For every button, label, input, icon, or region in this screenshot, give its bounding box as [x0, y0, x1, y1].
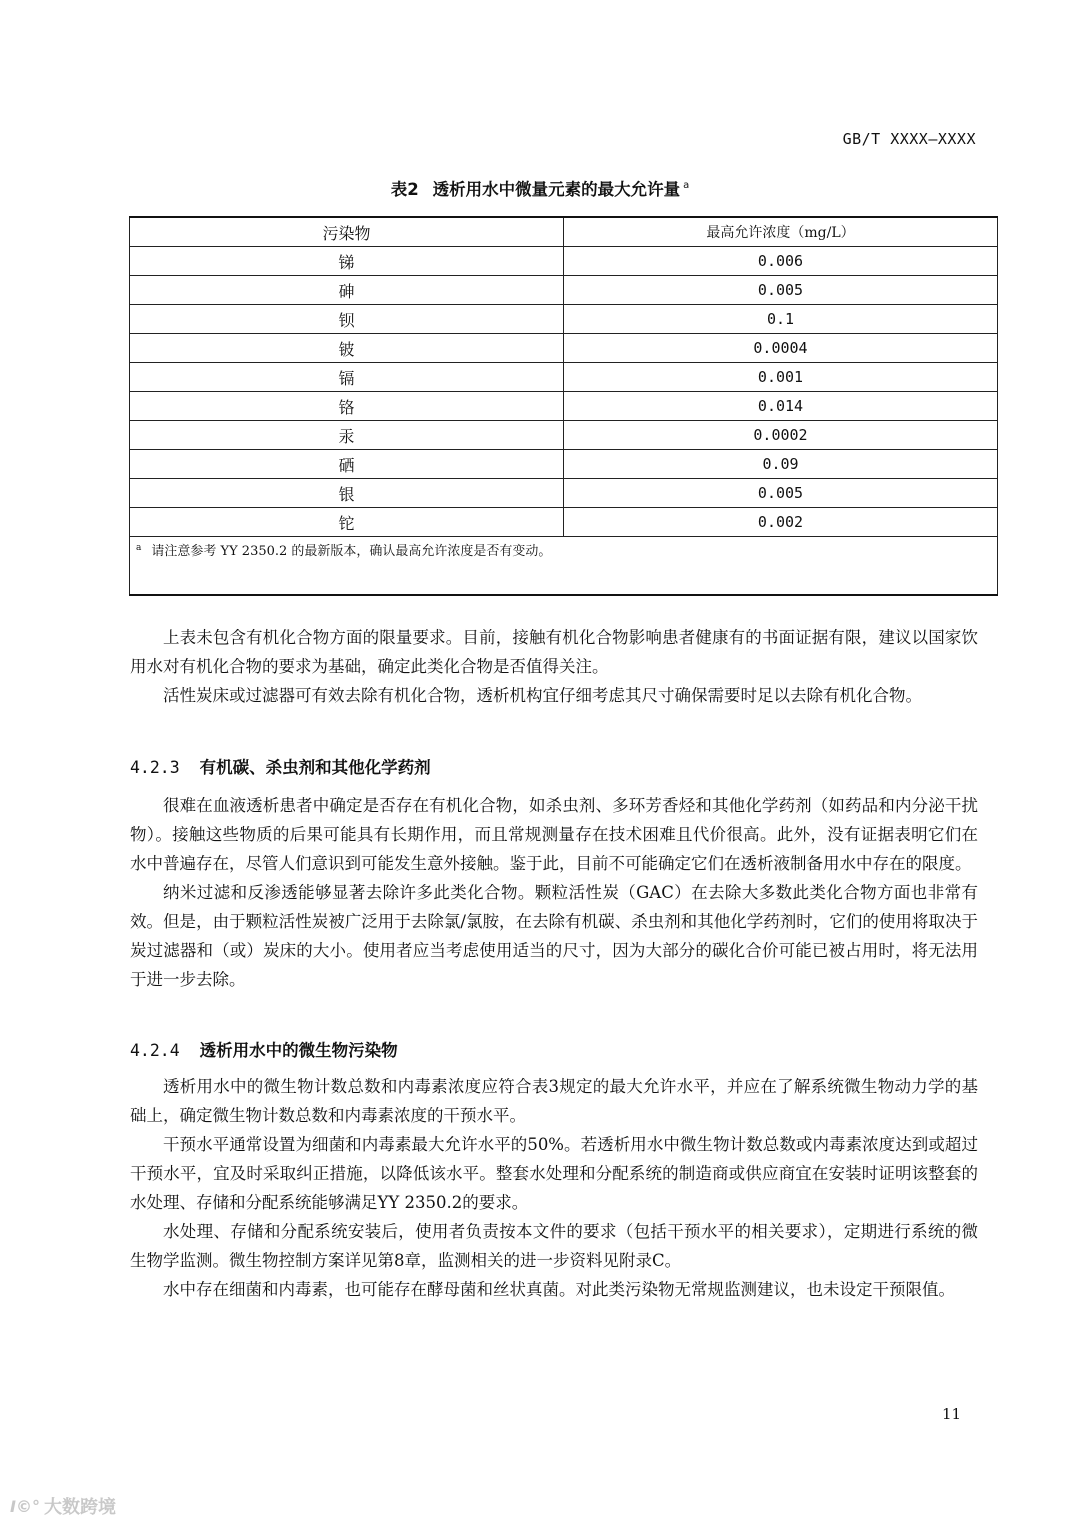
concentration-cell: 0.0004 [564, 334, 998, 363]
section-number: 4.2.4 [130, 1041, 180, 1060]
concentration-cell: 0.001 [564, 363, 998, 392]
watermark [10, 1493, 116, 1519]
table-row [130, 392, 998, 421]
table-row [130, 305, 998, 334]
trace-element-table [129, 216, 998, 596]
contaminant-cell: 镉 [130, 363, 564, 392]
paragraph-group-c [130, 1072, 978, 1304]
contaminant-cell: 锑 [130, 247, 564, 276]
contaminant-cell: 银 [130, 479, 564, 508]
paragraph: 上表未包含有机化合物方面的限量要求。目前，接触有机化合物影响患者健康有的书面证据有限，建议以国家饮用水对有机化合物的要求为基础，确定此类化合物是否值得关注。 [130, 628, 978, 676]
section-title: 透析用水中的微生物污染物 [199, 1041, 398, 1060]
paragraph: 水中存在细菌和内毒素，也可能存在酵母菌和丝状真菌。对此类污染物无常规监测建议，也未设定干预限值。 [163, 1280, 955, 1299]
column-header-contaminant: 污染物 [130, 217, 564, 247]
concentration-cell: 0.0002 [564, 421, 998, 450]
contaminant-cell: 铍 [130, 334, 564, 363]
table-row [130, 479, 998, 508]
section-heading-4-2-4 [130, 1037, 398, 1061]
contaminant-cell: 硒 [130, 450, 564, 479]
table-footnote-row [130, 537, 998, 596]
paragraph-group-b [130, 791, 978, 994]
table-number: 表2 [390, 180, 419, 199]
paragraph: 干预水平通常设置为细菌和内毒素最大允许水平的50%。若透析用水中微生物计数总数或内毒素浓度达到或超过干预水平，宜及时采取纠正措施，以降低该水平。整套水处理和分配系统的制造商或供应商宜在安装时证明该整套的水处理、存储和分配系统能够满足YY 2350.2的要求。 [130, 1135, 978, 1212]
table-row [130, 276, 998, 305]
table-footnote [130, 537, 998, 596]
concentration-cell: 0.014 [564, 392, 998, 421]
section-heading-4-2-3 [130, 754, 431, 778]
table-title [0, 176, 1080, 200]
paragraph: 水处理、存储和分配系统安装后，使用者负责按本文件的要求（包括干预水平的相关要求），定期进行系统的微生物学监测。微生物控制方案详见第8章，监测相关的进一步资料见附录C。 [130, 1222, 978, 1270]
table-header-row [130, 217, 998, 247]
contaminant-cell: 铬 [130, 392, 564, 421]
concentration-cell: 0.006 [564, 247, 998, 276]
table-row [130, 334, 998, 363]
paragraph-group-a [130, 623, 978, 710]
table-title-note-mark: a [683, 180, 690, 191]
table-row [130, 450, 998, 479]
paragraph: 透析用水中的微生物计数总数和内毒素浓度应符合表3规定的最大允许水平，并应在了解系统微生物动力学的基础上，确定微生物计数总数和内毒素浓度的干预水平。 [130, 1077, 978, 1125]
watermark-logo-icon: I©° [10, 1496, 40, 1516]
concentration-cell: 0.09 [564, 450, 998, 479]
table-row [130, 363, 998, 392]
paragraph: 活性炭床或过滤器可有效去除有机化合物，透析机构宜仔细考虑其尺寸确保需要时足以去除有机化合物。 [163, 686, 922, 705]
paragraph: 纳米过滤和反渗透能够显著去除许多此类化合物。颗粒活性炭（GAC）在去除大多数此类化合物方面也非常有效。但是，由于颗粒活性炭被广泛用于去除氯/氯胺，在去除有机碳、杀虫剂和其他化学药剂时，它们的使用将取决于炭过滤器和（或）炭床的大小。使用者应当考虑使用适当的尺寸，因为大部分的碳化合价可能已被占用时，将无法用于进一步去除。 [130, 883, 978, 989]
standard-code: GB/T XXXX—XXXX [842, 130, 976, 148]
contaminant-cell: 汞 [130, 421, 564, 450]
paragraph: 很难在血液透析患者中确定是否存在有机化合物，如杀虫剂、多环芳香烃和其他化学药剂（如药品和内分泌干扰物）。接触这些物质的后果可能具有长期作用，而且常规测量存在技术困难且代价很高。此外，没有证据表明它们在水中普遍存在，尽管人们意识到可能发生意外接触。鉴于此，目前不可能确定它们在透析液制备用水中存在的限度。 [130, 796, 978, 873]
contaminant-cell: 钡 [130, 305, 564, 334]
concentration-cell: 0.002 [564, 508, 998, 537]
watermark-text: 大数跨境 [43, 1497, 116, 1518]
section-title: 有机碳、杀虫剂和其他化学药剂 [199, 758, 431, 777]
table-row [130, 508, 998, 537]
concentration-cell: 0.1 [564, 305, 998, 334]
footnote-mark: a [136, 543, 142, 553]
column-header-max-concentration: 最高允许浓度（mg/L） [564, 217, 998, 247]
contaminant-cell: 砷 [130, 276, 564, 305]
footnote-text: 请注意参考 YY 2350.2 的最新版本，确认最高允许浓度是否有变动。 [151, 544, 552, 559]
table-row [130, 247, 998, 276]
page-number: 11 [942, 1405, 962, 1423]
concentration-cell: 0.005 [564, 276, 998, 305]
section-number: 4.2.3 [130, 758, 180, 777]
table-row [130, 421, 998, 450]
contaminant-cell: 铊 [130, 508, 564, 537]
table-title-text: 透析用水中微量元素的最大允许量 [432, 180, 681, 199]
concentration-cell: 0.005 [564, 479, 998, 508]
